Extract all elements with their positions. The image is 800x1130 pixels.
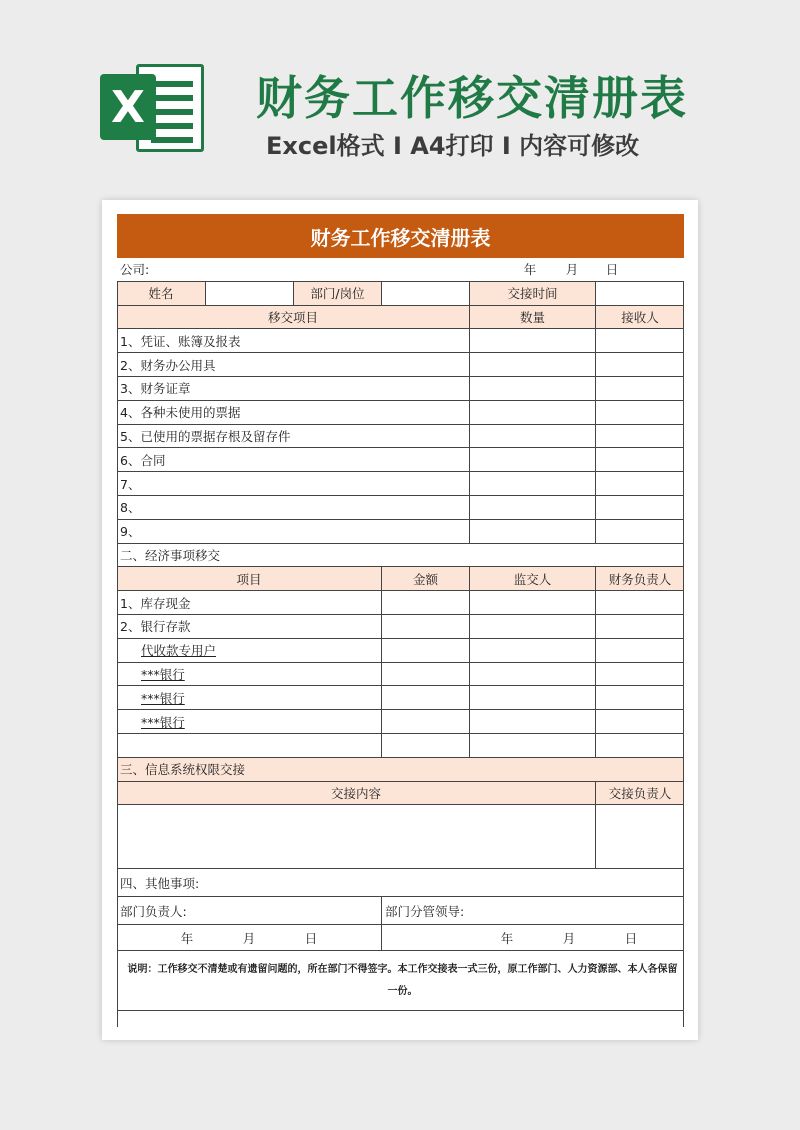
company-row (117, 258, 684, 282)
responsible-field[interactable] (595, 805, 684, 868)
col-responsible: 交接负责人 (595, 782, 684, 805)
receiver-field[interactable] (595, 472, 684, 495)
amount-field[interactable] (381, 686, 469, 709)
page-title: 财务工作移交清册表 (256, 71, 688, 125)
supervisor-field[interactable] (469, 615, 595, 638)
handover-form (117, 258, 684, 1011)
amount-field[interactable] (381, 639, 469, 662)
qty-field[interactable] (469, 425, 595, 448)
dept-head-label: 部门负责人: (120, 903, 187, 919)
receiver-field[interactable] (595, 448, 684, 471)
item-label: 9、 (120, 524, 141, 540)
qty-field[interactable] (469, 377, 595, 400)
col-content: 交接内容 (330, 785, 381, 801)
item-label: ***银行 (141, 690, 185, 706)
col-supervisor: 监交人 (469, 567, 595, 590)
section1-row (117, 496, 684, 520)
qty-field[interactable] (469, 329, 595, 352)
note-text: 说明：工作移交不清楚或有遗留问题的，所在部门不得签字。本工作交接表一式三份，原工作部门、人力资源部、本人各保留一份。 (127, 964, 678, 998)
section1-row (117, 377, 684, 401)
item-label: 1、凭证、账簿及报表 (120, 333, 241, 349)
date-month: 月 (565, 262, 579, 278)
amount-field[interactable] (381, 591, 469, 614)
handover-time-field[interactable] (595, 282, 684, 305)
finance-head-field[interactable] (595, 591, 684, 614)
other-label: 四、其他事项: (120, 875, 200, 891)
qty-field[interactable] (469, 496, 595, 519)
date-day: 日 (605, 262, 619, 278)
item-label: ***银行 (141, 666, 185, 682)
name-label: 姓名 (117, 282, 205, 305)
col-item2: 项目 (236, 571, 262, 587)
section2-row (117, 686, 684, 710)
company-label: 公司: (120, 262, 150, 278)
col-item: 移交项目 (267, 309, 318, 325)
name-row (117, 282, 684, 306)
sig2-month: 月 (562, 930, 576, 946)
item-label: 1、库存现金 (120, 595, 191, 611)
note-row (117, 951, 684, 1011)
name-field[interactable] (205, 282, 293, 305)
section2-header (117, 567, 684, 591)
finance-head-field[interactable] (595, 615, 684, 638)
section1-row (117, 472, 684, 496)
item-label: 6、合同 (120, 452, 166, 468)
section2-row (117, 710, 684, 734)
qty-field[interactable] (469, 520, 595, 543)
supervisor-field[interactable] (469, 686, 595, 709)
item-label: 2、银行存款 (120, 619, 191, 635)
item-label: 5、已使用的票据存根及留存件 (120, 428, 291, 444)
amount-field[interactable] (381, 663, 469, 686)
item-label: ***银行 (141, 714, 185, 730)
supervisor-field[interactable] (469, 663, 595, 686)
section3-header (117, 782, 684, 806)
supervisor-field[interactable] (469, 639, 595, 662)
qty-field[interactable] (469, 448, 595, 471)
section1-row (117, 520, 684, 544)
finance-head-field[interactable] (595, 686, 684, 709)
section2-title: 二、经济事项移交 (120, 547, 221, 563)
finance-head-field[interactable] (595, 639, 684, 662)
section1-row (117, 448, 684, 472)
receiver-field[interactable] (595, 520, 684, 543)
item-label (117, 734, 381, 757)
item-label: 4、各种未使用的票据 (120, 405, 241, 421)
finance-head-field[interactable] (595, 710, 684, 733)
item-label: 7、 (120, 476, 141, 492)
supervisor-field[interactable] (469, 734, 595, 757)
finance-head-field[interactable] (595, 663, 684, 686)
excel-logo-icon (100, 58, 206, 158)
section3-title: 三、信息系统权限交接 (120, 762, 246, 778)
dept-leader-label: 部门分管领导: (381, 897, 684, 924)
section2-row (117, 663, 684, 687)
section3-body (117, 805, 684, 869)
item-label: 代收款专用户 (141, 643, 217, 659)
page-subtitle: Excel格式 I A4打印 I 内容可修改 (266, 132, 640, 160)
receiver-field[interactable] (595, 329, 684, 352)
excel-badge: X (100, 74, 156, 140)
dept-field[interactable] (381, 282, 469, 305)
amount-field[interactable] (381, 710, 469, 733)
qty-field[interactable] (469, 353, 595, 376)
amount-field[interactable] (381, 734, 469, 757)
date-year: 年 (523, 262, 537, 278)
item-label: 8、 (120, 500, 141, 516)
supervisor-field[interactable] (469, 591, 595, 614)
receiver-field[interactable] (595, 496, 684, 519)
col-receiver: 接收人 (595, 306, 684, 329)
qty-field[interactable] (469, 401, 595, 424)
dept-label: 部门/岗位 (293, 282, 381, 305)
receiver-field[interactable] (595, 377, 684, 400)
item-label: 2、财务办公用具 (120, 357, 216, 373)
qty-field[interactable] (469, 472, 595, 495)
signature-row (117, 897, 684, 925)
signature-date-row (117, 925, 684, 951)
col-finance-head: 财务负责人 (595, 567, 684, 590)
section2-title-row (117, 544, 684, 568)
section1-row (117, 329, 684, 353)
amount-field[interactable] (381, 615, 469, 638)
section2-row (117, 591, 684, 615)
receiver-field[interactable] (595, 425, 684, 448)
section1-row (117, 425, 684, 449)
content-field[interactable] (117, 805, 595, 868)
sig2-year: 年 (500, 930, 514, 946)
col-qty: 数量 (469, 306, 595, 329)
section2-row (117, 615, 684, 639)
section3-title-row (117, 758, 684, 782)
supervisor-field[interactable] (469, 710, 595, 733)
sig1-month: 月 (242, 930, 256, 946)
sig2-day: 日 (624, 930, 638, 946)
col-amount: 金额 (381, 567, 469, 590)
section2-row (117, 734, 684, 758)
section1-row (117, 401, 684, 425)
section1-row (117, 353, 684, 377)
sig1-year: 年 (180, 930, 194, 946)
item-label: 3、财务证章 (120, 381, 191, 397)
section2-row (117, 639, 684, 663)
sig1-day: 日 (304, 930, 318, 946)
other-row (117, 869, 684, 897)
form-banner-title: 财务工作移交清册表 (117, 214, 684, 258)
finance-head-field[interactable] (595, 734, 684, 757)
receiver-field[interactable] (595, 401, 684, 424)
handover-time-label: 交接时间 (469, 282, 595, 305)
receiver-field[interactable] (595, 353, 684, 376)
section1-header (117, 306, 684, 330)
